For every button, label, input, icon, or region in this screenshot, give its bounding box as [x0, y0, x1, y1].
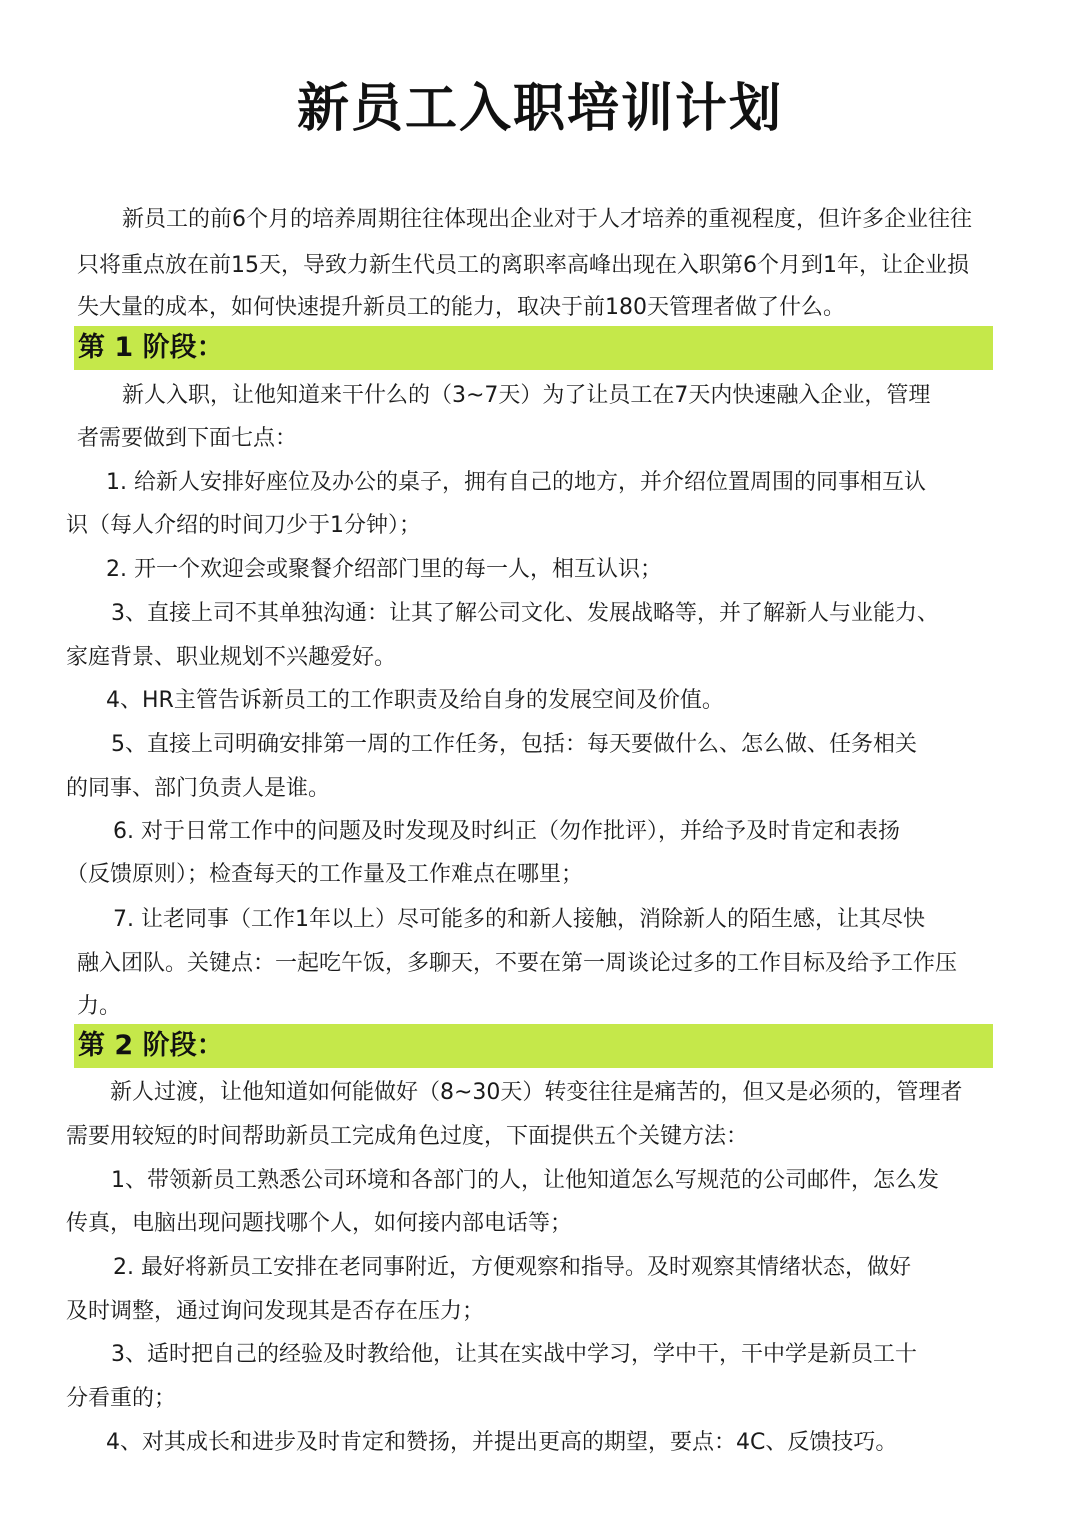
stage-1-line: 的同事、部门负责人是谁。 — [66, 776, 331, 801]
intro-line: 只将重点放在前15天，导致力新生代员工的离职率高峰出现在入职第6个月到1年，让企业损 — [77, 253, 969, 278]
stage-1-line: 家庭背景、职业规划不兴趣爱好。 — [66, 645, 397, 670]
stage-2-heading: 第 2 阶段： — [78, 1030, 224, 1061]
stage-1-heading-bar — [74, 326, 993, 370]
stage-2-line: 新人过渡，让他知道如何能做好（8~30天）转变往往是痛苦的，但又是必须的，管理者 — [110, 1080, 963, 1105]
stage-1-line: 融入团队。关键点：一起吃午饭，多聊天，不要在第一周谈论过多的工作目标及给予工作压 — [77, 951, 958, 976]
stage-2-line: 2. 最好将新员工安排在老同事附近，方便观察和指导。及时观察其情绪状态，做好 — [113, 1255, 911, 1280]
stage-2-line: 需要用较短的时间帮助新员工完成角色过度，下面提供五个关键方法： — [66, 1124, 749, 1149]
intro-line: 新员工的前6个月的培养周期往往体现出企业对于人才培养的重视程度，但许多企业往往 — [122, 207, 972, 232]
stage-2-line: 传真，电脑出现问题找哪个人，如何接内部电话等； — [66, 1211, 573, 1236]
stage-1-line: 3、直接上司不其单独沟通：让其了解公司文化、发展战略等，并了解新人与业能力、 — [111, 601, 939, 626]
stage-1-line: 新人入职，让他知道来干什么的（3~7天）为了让员工在7天内快速融入企业，管理 — [122, 383, 931, 408]
stage-1-line: 4、HR主管告诉新员工的工作职责及给自身的发展空间及价值。 — [106, 688, 724, 713]
stage-1-line: 识（每人介绍的时间刀少于1分钟）； — [66, 513, 421, 538]
stage-1-line: 1. 给新人安排好座位及办公的桌子，拥有自己的地方，并介绍位置周围的同事相互认 — [106, 470, 926, 495]
stage-2-line: 4、对其成长和进步及时肯定和赞扬，并提出更高的期望，要点：4C、反馈技巧。 — [106, 1430, 898, 1455]
stage-2-line: 分看重的； — [66, 1386, 177, 1411]
stage-1-line: 6. 对于日常工作中的问题及时发现及时纠正（勿作批评），并给予及时肯定和表扬 — [113, 819, 900, 844]
stage-2-line: 3、适时把自己的经验及时教给他，让其在实战中学习，学中干，干中学是新员工十 — [111, 1342, 917, 1367]
stage-2-heading-bar — [74, 1024, 993, 1068]
stage-1-heading: 第 1 阶段： — [78, 332, 224, 363]
stage-1-line: 者需要做到下面七点： — [77, 426, 298, 451]
stage-1-line: 力。 — [77, 994, 122, 1019]
stage-2-line: 1、带领新员工熟悉公司环境和各部门的人，让他知道怎么写规范的公司邮件，怎么发 — [111, 1168, 939, 1193]
stage-1-line: （反馈原则）；检查每天的工作量及工作难点在哪里； — [66, 862, 584, 887]
stage-1-line: 5、直接上司明确安排第一周的工作任务，包括：每天要做什么、怎么做、任务相关 — [111, 732, 917, 757]
stage-2-line: 及时调整，通过询问发现其是否存在压力； — [66, 1299, 485, 1324]
stage-1-line: 2. 开一个欢迎会或聚餐介绍部门里的每一人，相互认识； — [106, 557, 662, 582]
intro-line: 失大量的成本，如何快速提升新员工的能力，取决于前180天管理者做了什么。 — [77, 295, 845, 320]
page-title: 新员工入职培训计划 — [296, 79, 783, 139]
stage-1-line: 7. 让老同事（工作1年以上）尽可能多的和新人接触，消除新人的陌生感，让其尽快 — [113, 907, 925, 932]
